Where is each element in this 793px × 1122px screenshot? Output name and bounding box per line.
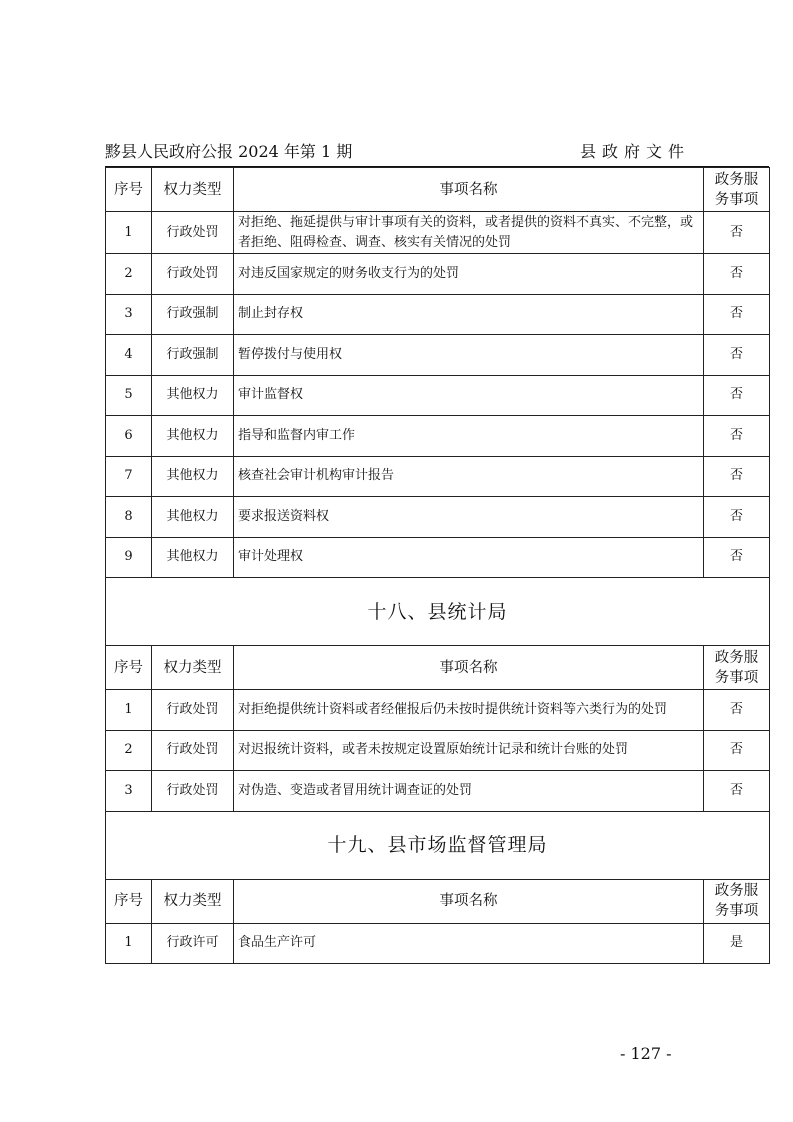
power-list-table (105, 167, 770, 964)
table-header-row (106, 879, 770, 923)
row-seq: 9 (106, 537, 152, 578)
row-service: 否 (704, 771, 770, 812)
header-service-line1: 政务服 (714, 883, 759, 899)
row-service: 否 (704, 294, 770, 335)
header-service-line2: 务事项 (714, 669, 759, 686)
row-type: 行政处罚 (152, 254, 234, 295)
header-type: 权力类型 (152, 879, 234, 923)
row-type: 其他权力 (152, 416, 234, 457)
table-row (106, 690, 770, 731)
row-name: 要求报送资料权 (234, 497, 704, 538)
header-name: 事项名称 (234, 879, 704, 923)
header-seq: 序号 (106, 646, 152, 690)
table-row (106, 294, 770, 335)
section-title: 十九、县市场监督管理局 (106, 811, 770, 879)
row-seq: 3 (106, 771, 152, 812)
row-seq: 3 (106, 294, 152, 335)
row-service: 否 (704, 416, 770, 457)
table-row (106, 254, 770, 295)
row-service: 否 (704, 254, 770, 295)
running-header (105, 143, 690, 167)
row-type: 其他权力 (152, 456, 234, 497)
row-name: 审计处理权 (234, 537, 704, 578)
header-service-line1: 政务服 (714, 649, 759, 666)
table-header-row (106, 168, 770, 212)
row-service: 否 (704, 537, 770, 578)
row-service: 否 (704, 212, 770, 254)
header-name: 事项名称 (234, 646, 704, 690)
row-seq: 2 (106, 254, 152, 295)
row-name: 对迟报统计资料，或者未按规定设置原始统计记录和统计台账的处罚 (234, 730, 704, 771)
row-type: 行政强制 (152, 294, 234, 335)
row-service: 否 (704, 456, 770, 497)
row-service: 否 (704, 690, 770, 731)
row-type: 行政处罚 (152, 212, 234, 254)
table-row (106, 771, 770, 812)
row-service: 是 (704, 923, 770, 964)
row-seq: 1 (106, 690, 152, 731)
row-seq: 6 (106, 416, 152, 457)
header-service-line2: 务事项 (714, 903, 759, 919)
header-seq: 序号 (106, 879, 152, 923)
row-type: 行政许可 (152, 923, 234, 964)
row-type: 行政处罚 (152, 690, 234, 731)
row-type: 其他权力 (152, 375, 234, 416)
row-seq: 1 (106, 923, 152, 964)
row-type: 其他权力 (152, 537, 234, 578)
header-service (704, 168, 770, 212)
table-row (106, 497, 770, 538)
header-service-line1: 政务服 (714, 171, 759, 188)
row-name: 指导和监督内审工作 (234, 416, 704, 457)
row-seq: 7 (106, 456, 152, 497)
header-name: 事项名称 (234, 168, 704, 212)
header-seq: 序号 (106, 168, 152, 212)
header-type: 权力类型 (152, 168, 234, 212)
row-name: 对拒绝提供统计资料或者经催报后仍未按时提供统计资料等六类行为的处罚 (234, 690, 704, 731)
header-service-line2: 务事项 (714, 191, 759, 208)
row-name: 审计监督权 (234, 375, 704, 416)
table-row (106, 537, 770, 578)
table-header-row (106, 646, 770, 690)
row-seq: 5 (106, 375, 152, 416)
row-type: 行政处罚 (152, 730, 234, 771)
row-name: 食品生产许可 (234, 923, 704, 964)
table-row (106, 335, 770, 376)
table-row (106, 456, 770, 497)
row-seq: 2 (106, 730, 152, 771)
document-category: 县政府文件 (579, 142, 690, 161)
row-name: 核查社会审计机构审计报告 (234, 456, 704, 497)
section-title-row (106, 578, 770, 646)
row-name: 对拒绝、拖延提供与审计事项有关的资料，或者提供的资料不真实、不完整，或者拒绝、阻碍检查、调查、核实有关情况的处罚 (234, 212, 704, 254)
row-service: 否 (704, 730, 770, 771)
page-number: - 127 - (620, 1044, 672, 1063)
row-name: 对违反国家规定的财务收支行为的处罚 (234, 254, 704, 295)
row-service: 否 (704, 497, 770, 538)
row-name: 对伪造、变造或者冒用统计调查证的处罚 (234, 771, 704, 812)
row-service: 否 (704, 335, 770, 376)
row-seq: 8 (106, 497, 152, 538)
row-type: 行政强制 (152, 335, 234, 376)
row-type: 其他权力 (152, 497, 234, 538)
table-row (106, 375, 770, 416)
table-row (106, 730, 770, 771)
header-service (704, 646, 770, 690)
bulletin-title: 黟县人民政府公报 2024 年第 1 期 (105, 142, 353, 161)
row-service: 否 (704, 375, 770, 416)
row-type: 行政处罚 (152, 771, 234, 812)
row-seq: 4 (106, 335, 152, 376)
table-row (106, 416, 770, 457)
section-title-row (106, 811, 770, 879)
table-row (106, 212, 770, 254)
row-name: 暂停拨付与使用权 (234, 335, 704, 376)
section-title: 十八、县统计局 (106, 578, 770, 646)
header-service (704, 879, 770, 923)
row-name: 制止封存权 (234, 294, 704, 335)
header-type: 权力类型 (152, 646, 234, 690)
table-row (106, 923, 770, 964)
row-seq: 1 (106, 212, 152, 254)
